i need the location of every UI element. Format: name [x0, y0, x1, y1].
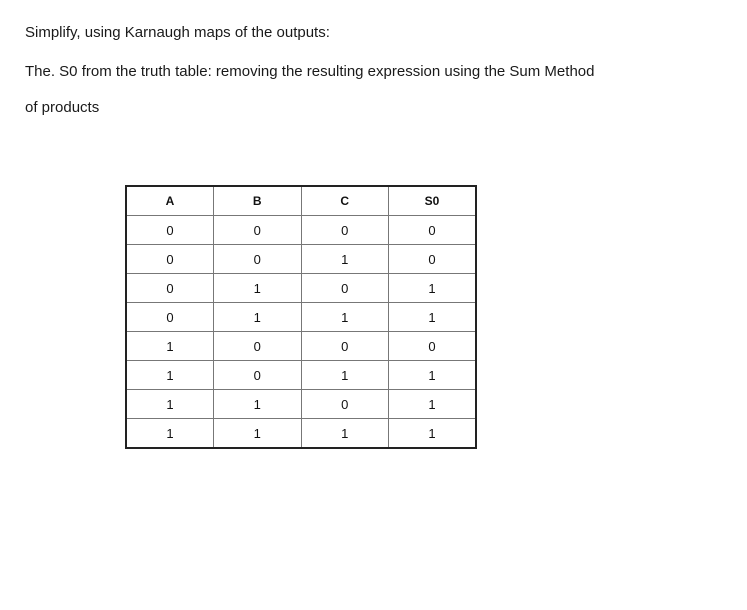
cell-b: 0 — [214, 332, 302, 361]
cell-a: 1 — [126, 332, 214, 361]
cell-s0: 1 — [389, 390, 477, 419]
cell-c: 0 — [301, 332, 389, 361]
truth-table — [125, 185, 477, 449]
table-row — [126, 332, 476, 361]
table-row — [126, 419, 476, 449]
cell-s0: 0 — [389, 245, 477, 274]
cell-b: 0 — [214, 361, 302, 390]
instruction-line-3: of products — [25, 99, 100, 116]
cell-c: 1 — [301, 361, 389, 390]
table-row — [126, 216, 476, 245]
cell-b: 1 — [214, 274, 302, 303]
table-row — [126, 245, 476, 274]
cell-s0: 1 — [389, 274, 477, 303]
cell-a: 0 — [126, 245, 214, 274]
cell-s0: 1 — [389, 419, 477, 449]
cell-a: 1 — [126, 390, 214, 419]
cell-b: 0 — [214, 245, 302, 274]
cell-c: 0 — [301, 390, 389, 419]
instruction-line-2: The. S0 from the truth table: removing the resulting expression using the Sum Method — [25, 63, 595, 80]
header-c: C — [301, 186, 389, 216]
table-row — [126, 361, 476, 390]
cell-b: 0 — [214, 216, 302, 245]
truth-table-header-row — [126, 186, 476, 216]
table-row — [126, 274, 476, 303]
cell-c: 1 — [301, 303, 389, 332]
cell-b: 1 — [214, 419, 302, 449]
table-row — [126, 303, 476, 332]
cell-a: 0 — [126, 274, 214, 303]
cell-b: 1 — [214, 390, 302, 419]
cell-s0: 0 — [389, 332, 477, 361]
cell-a: 1 — [126, 361, 214, 390]
header-s0: S0 — [389, 186, 477, 216]
cell-c: 1 — [301, 245, 389, 274]
cell-a: 1 — [126, 419, 214, 449]
cell-c: 0 — [301, 216, 389, 245]
cell-b: 1 — [214, 303, 302, 332]
cell-a: 0 — [126, 216, 214, 245]
cell-s0: 0 — [389, 216, 477, 245]
cell-s0: 1 — [389, 361, 477, 390]
header-a: A — [126, 186, 214, 216]
table-row — [126, 390, 476, 419]
cell-s0: 1 — [389, 303, 477, 332]
cell-a: 0 — [126, 303, 214, 332]
cell-c: 0 — [301, 274, 389, 303]
header-b: B — [214, 186, 302, 216]
cell-c: 1 — [301, 419, 389, 449]
instruction-line-1: Simplify, using Karnaugh maps of the outputs: — [25, 24, 330, 41]
